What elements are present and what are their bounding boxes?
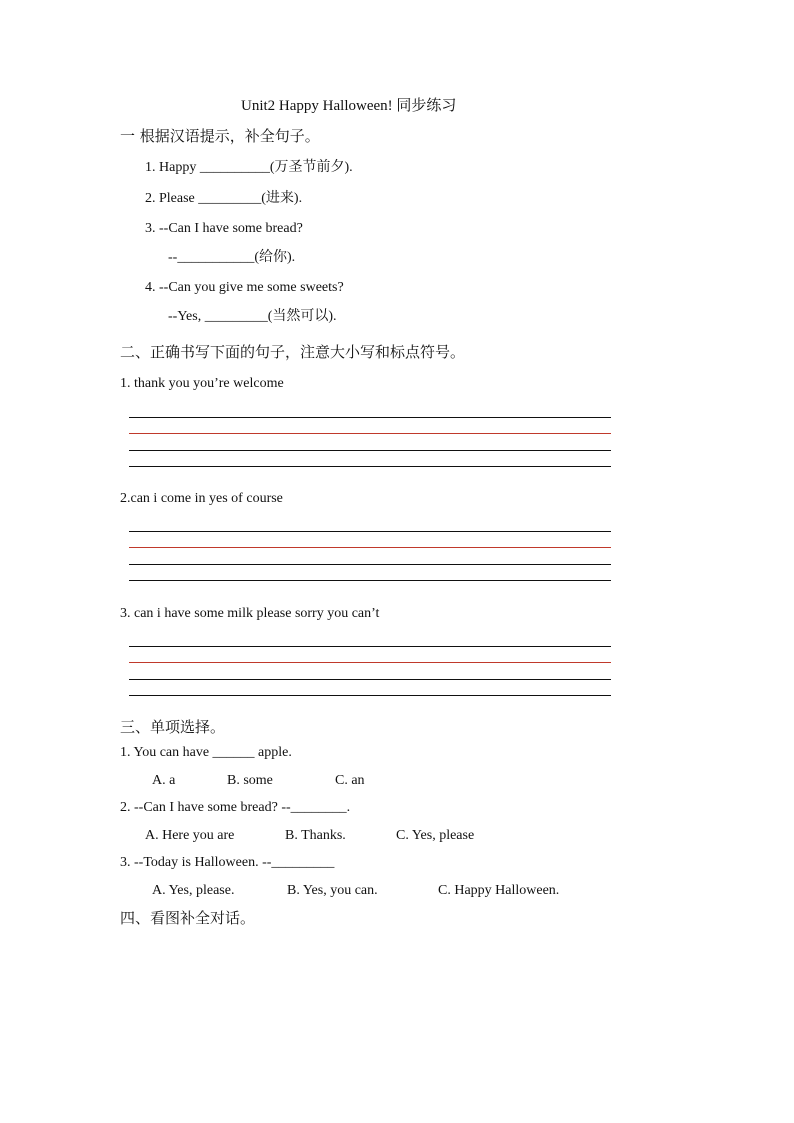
s3-q1-option-a: A. a xyxy=(152,773,176,788)
writing-line xyxy=(129,679,611,680)
s3-question-1: 1. You can have ______ apple. xyxy=(120,745,292,760)
page-title: Unit2 Happy Halloween! 同步练习 xyxy=(241,98,457,114)
s1-item-3-answer: --___________(给你). xyxy=(168,250,296,265)
section4-heading: 四、看图补全对话。 xyxy=(120,909,256,927)
writing-line-red xyxy=(129,547,611,548)
s3-q2-option-a: A. Here you are xyxy=(145,828,235,843)
s1-item-2: 2. Please _________(进来). xyxy=(145,191,303,206)
writing-line xyxy=(129,646,611,647)
s1-item-1: 1. Happy __________(万圣节前夕). xyxy=(145,160,353,175)
writing-line-red xyxy=(129,433,611,434)
section2-heading: 二、正确书写下面的句子，注意大小写和标点符号。 xyxy=(120,343,466,361)
writing-line xyxy=(129,466,611,467)
writing-line xyxy=(129,531,611,532)
writing-line xyxy=(129,450,611,451)
s3-q2-option-b: B. Thanks. xyxy=(285,828,346,843)
s3-q3-option-b: B. Yes, you can. xyxy=(287,883,378,898)
s3-q2-option-c: C. Yes, please xyxy=(396,828,475,843)
s1-item-4-answer: --Yes, _________(当然可以). xyxy=(168,309,337,324)
section3-heading: 三、单项选择。 xyxy=(120,718,226,736)
s3-q1-option-c: C. an xyxy=(335,773,365,788)
s3-q3-option-a: A. Yes, please. xyxy=(152,883,235,898)
writing-line xyxy=(129,695,611,696)
writing-line-red xyxy=(129,662,611,663)
writing-line xyxy=(129,564,611,565)
s1-item-3: 3. --Can I have some bread? xyxy=(145,221,303,236)
writing-line xyxy=(129,417,611,418)
s3-q1-option-b: B. some xyxy=(227,773,273,788)
section1-heading: 一 根据汉语提示，补全句子。 xyxy=(120,127,320,145)
s3-question-2: 2. --Can I have some bread? --________. xyxy=(120,800,351,815)
s2-sentence-2: 2.can i come in yes of course xyxy=(120,491,283,506)
s3-question-3: 3. --Today is Halloween. --_________ xyxy=(120,855,335,870)
s2-sentence-3: 3. can i have some milk please sorry you can’t xyxy=(120,606,380,621)
writing-line xyxy=(129,580,611,581)
s3-q3-option-c: C. Happy Halloween. xyxy=(438,883,560,898)
s2-sentence-1: 1. thank you you’re welcome xyxy=(120,376,284,391)
s1-item-4: 4. --Can you give me some sweets? xyxy=(145,280,344,295)
